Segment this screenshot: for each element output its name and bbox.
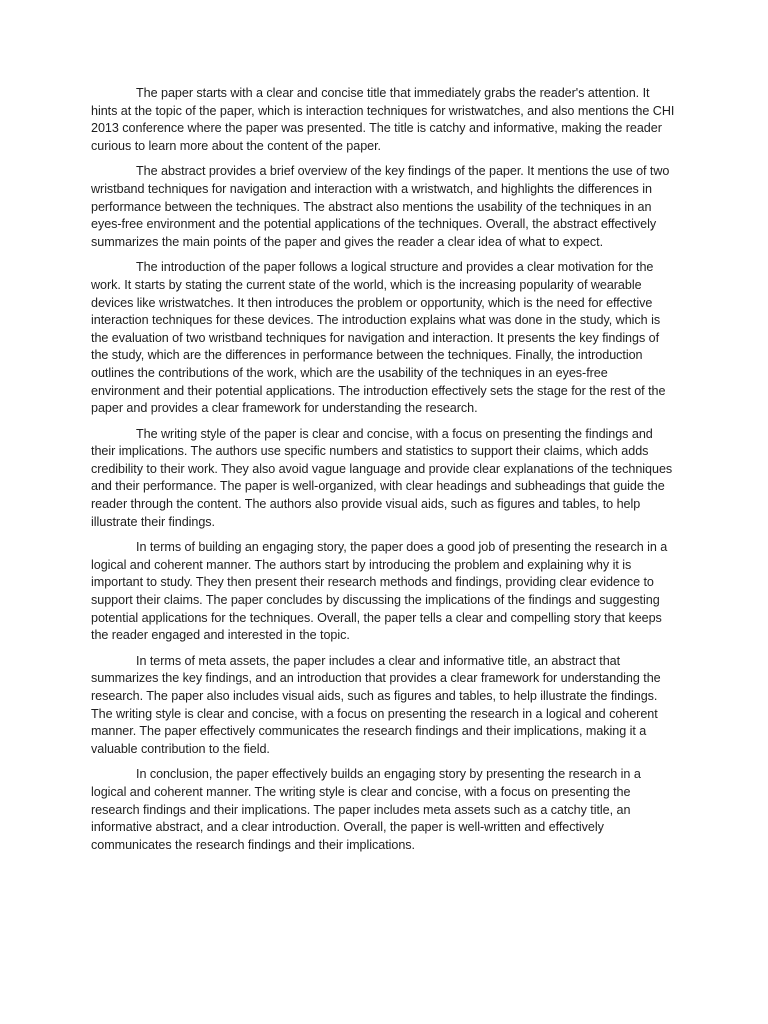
paragraph-meta-assets: In terms of meta assets, the paper includes a clear and informative title, an abstract that summarizes the key findings, and an introduction that provides a clear framework for understanding the research. The paper also includes visual aids, such as figures and tables, to help illustrate the findings. The writing style is clear and concise, with a focus on presenting the research in a logical and coherent manner. The paper effectively communicates the research findings and their implications, making it a valuable contribution to the field. (91, 653, 661, 756)
paragraph-conclusion: In conclusion, the paper effectively builds an engaging story by presenting the research in a logical and coherent manner. The writing style is clear and concise, with a focus on presenting the research findings and their implications. The paper includes meta assets such as a catchy title, an informative abstract, and a clear introduction. Overall, the paper is well-written and effectively communicates the research findings and their implications. (91, 767, 641, 852)
paragraph-introduction-review: The introduction of the paper follows a logical structure and provides a clear motivation for the work. It starts by stating the current state of the world, which is the increasing popularity of wearable devices like wristwatches. It then introduces the problem or opportunity, which is the need for effective interaction techniques for these devices. The introduction explains what was done in the study, which is the evaluation of two wristband techniques for navigation and interaction. It presents the key findings of the study, which are the differences in performance between the techniques. Finally, the introduction outlines the contributions of the work, which are the usability of the techniques in an eyes-free environment and their potential applications. The introduction effectively sets the stage for the rest of the paper and provides a clear framework for understanding the research. (91, 260, 666, 416)
paragraph-abstract-review: The abstract provides a brief overview of the key findings of the paper. It mentions the use of two wristband techniques for navigation and interaction with a wristwatch, and highlights the differences in performance between the techniques. The abstract also mentions the usability of the techniques in an eyes-free environment and the potential applications of the techniques. Overall, the abstract effectively summarizes the main points of the paper and gives the reader a clear idea of what to expect. (91, 164, 670, 249)
document-page (91, 85, 677, 862)
paragraph-engaging-story: In terms of building an engaging story, the paper does a good job of presenting the research in a logical and coherent manner. The authors start by introducing the problem and explaining why it is important to study. They then present their research methods and findings, providing clear evidence to support their claims. The paper concludes by discussing the implications of the findings and suggesting potential applications for the techniques. Overall, the paper tells a clear and compelling story that keeps the reader engaged and interested in the topic. (91, 540, 668, 643)
paragraph-title-review: The paper starts with a clear and concise title that immediately grabs the reader's attention. It hints at the topic of the paper, which is interaction techniques for wristwatches, and also mentions the CHI 2013 conference where the paper was presented. The title is catchy and informative, making the reader curious to learn more about the content of the paper. (91, 86, 675, 153)
paragraph-writing-style: The writing style of the paper is clear and concise, with a focus on presenting the findings and their implications. The authors use specific numbers and statistics to support their claims, which adds credibility to their work. They also avoid vague language and provide clear explanations of the techniques and their performance. The paper is well-organized, with clear headings and subheadings that guide the reader through the content. The authors also provide visual aids, such as figures and tables, to help illustrate their findings. (91, 426, 673, 529)
